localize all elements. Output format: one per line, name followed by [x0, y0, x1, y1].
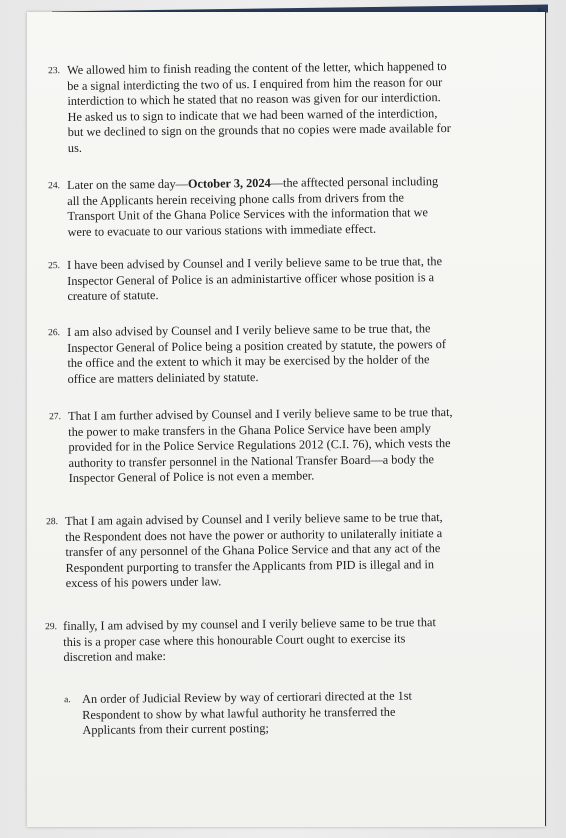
paragraph-line: That I am further advised by Counsel and I verily believe same to be true that, [68, 404, 453, 423]
paragraph-number: 26. [48, 328, 61, 339]
paragraph-number: 27. [49, 412, 62, 423]
paragraph-29 [45, 615, 436, 665]
paragraph-line: interdiction to which he stated that no reason was given for our interdiction. [67, 90, 441, 108]
paragraph-26 [48, 321, 446, 387]
paragraph-line: Inspector General of Police is an administartive officer whose position is a [67, 269, 435, 288]
paragraph-line: were to evacuate to our various stations with immediate effect. [67, 221, 377, 239]
line-text: Later on the same day— [67, 176, 189, 192]
paragraph-line: I am also advised by Counsel and I verily believe same to be true that, the [67, 321, 431, 339]
paragraph-line: this is a proper case where this honourable Court ought to exercise its [63, 630, 406, 649]
paragraph-line: the Respondent does not have the power or authority to unilaterally initiate a [65, 525, 443, 544]
paragraph-line: the power to make transfers in the Ghana Police Service have been amply [68, 420, 431, 439]
paragraph-number: 23. [48, 66, 61, 77]
paragraph-24 [48, 174, 439, 240]
paragraph-25 [48, 254, 443, 304]
paragraph-line: We allowed him to finish reading the content of the letter, which happened to [67, 59, 447, 77]
sub-item-line: Respondent to show by what lawful authority he transferred the [82, 704, 396, 722]
paragraph-line: excess of his powers under law. [65, 574, 222, 590]
paragraph-23 [48, 59, 451, 156]
paragraph-line: Inspector General of Police being a position created by statute, the powers of [67, 336, 446, 355]
sub-item-line: Applicants from their current posting; [82, 721, 269, 737]
paragraph-line: discretion and make: [63, 648, 166, 664]
paragraph-line: I have been advised by Counsel and I verily believe same to be true that, the [67, 254, 443, 272]
paragraph-line: the office and the extent to which it may be exercised by the holder of the [67, 352, 430, 370]
paragraph-line: office are matters deliniated by statute. [67, 369, 259, 386]
line-text: —the afftected personal including [270, 174, 439, 190]
sub-item-line: An order of Judicial Review by way of certiorari directed at the 1st [82, 688, 412, 706]
paragraph-27 [49, 404, 453, 487]
paragraph-line: be a signal interdicting the two of us. I enquired from him the reason for our [67, 74, 443, 93]
paragraph-line: finally, I am advised by my counsel and I verily believe same to be true that [63, 615, 436, 633]
paragraph-28 [46, 510, 443, 591]
paragraph-line: He asked us to sign to indicate that we had been warned of the interdiction, [67, 105, 438, 124]
paragraph-line: Inspector General of Police is not even a member. [68, 468, 315, 485]
paragraph-line: provided for in the Police Service Regulations 2012 (C.I. 76), which vests the [68, 435, 451, 454]
paragraph-line: us. [67, 140, 82, 155]
paragraph-line: all the Applicants herein receiving phone calls from drivers from the [67, 189, 404, 208]
sub-item-a [64, 688, 412, 739]
paragraph-line: but we declined to sign on the grounds that no copies were made available for [67, 120, 451, 139]
paragraph-line: transfer of any personnel of the Ghana Police Service and that any act of the [65, 541, 441, 559]
paragraph-number: 24. [48, 181, 61, 192]
paragraph-number: 25. [48, 261, 61, 272]
paragraph-line: Transport Unit of the Ghana Police Services with the information that we [67, 205, 428, 223]
sub-item-marker: a. [64, 695, 71, 706]
paragraph-number: 28. [46, 517, 59, 528]
date-highlight: October 3, 2024 [187, 175, 271, 191]
paragraph-line: Respondent purporting to transfer the Applicants from PID is illegal and in [65, 556, 435, 575]
paragraph-line: creature of statute. [67, 288, 159, 303]
paragraph-line: authority to transfer personnel in the National Transfer Board—a body the [68, 451, 435, 470]
paragraph-number: 29. [45, 622, 58, 633]
paragraph-line: That I am again advised by Counsel and I verily believe same to be true that, [65, 510, 443, 528]
